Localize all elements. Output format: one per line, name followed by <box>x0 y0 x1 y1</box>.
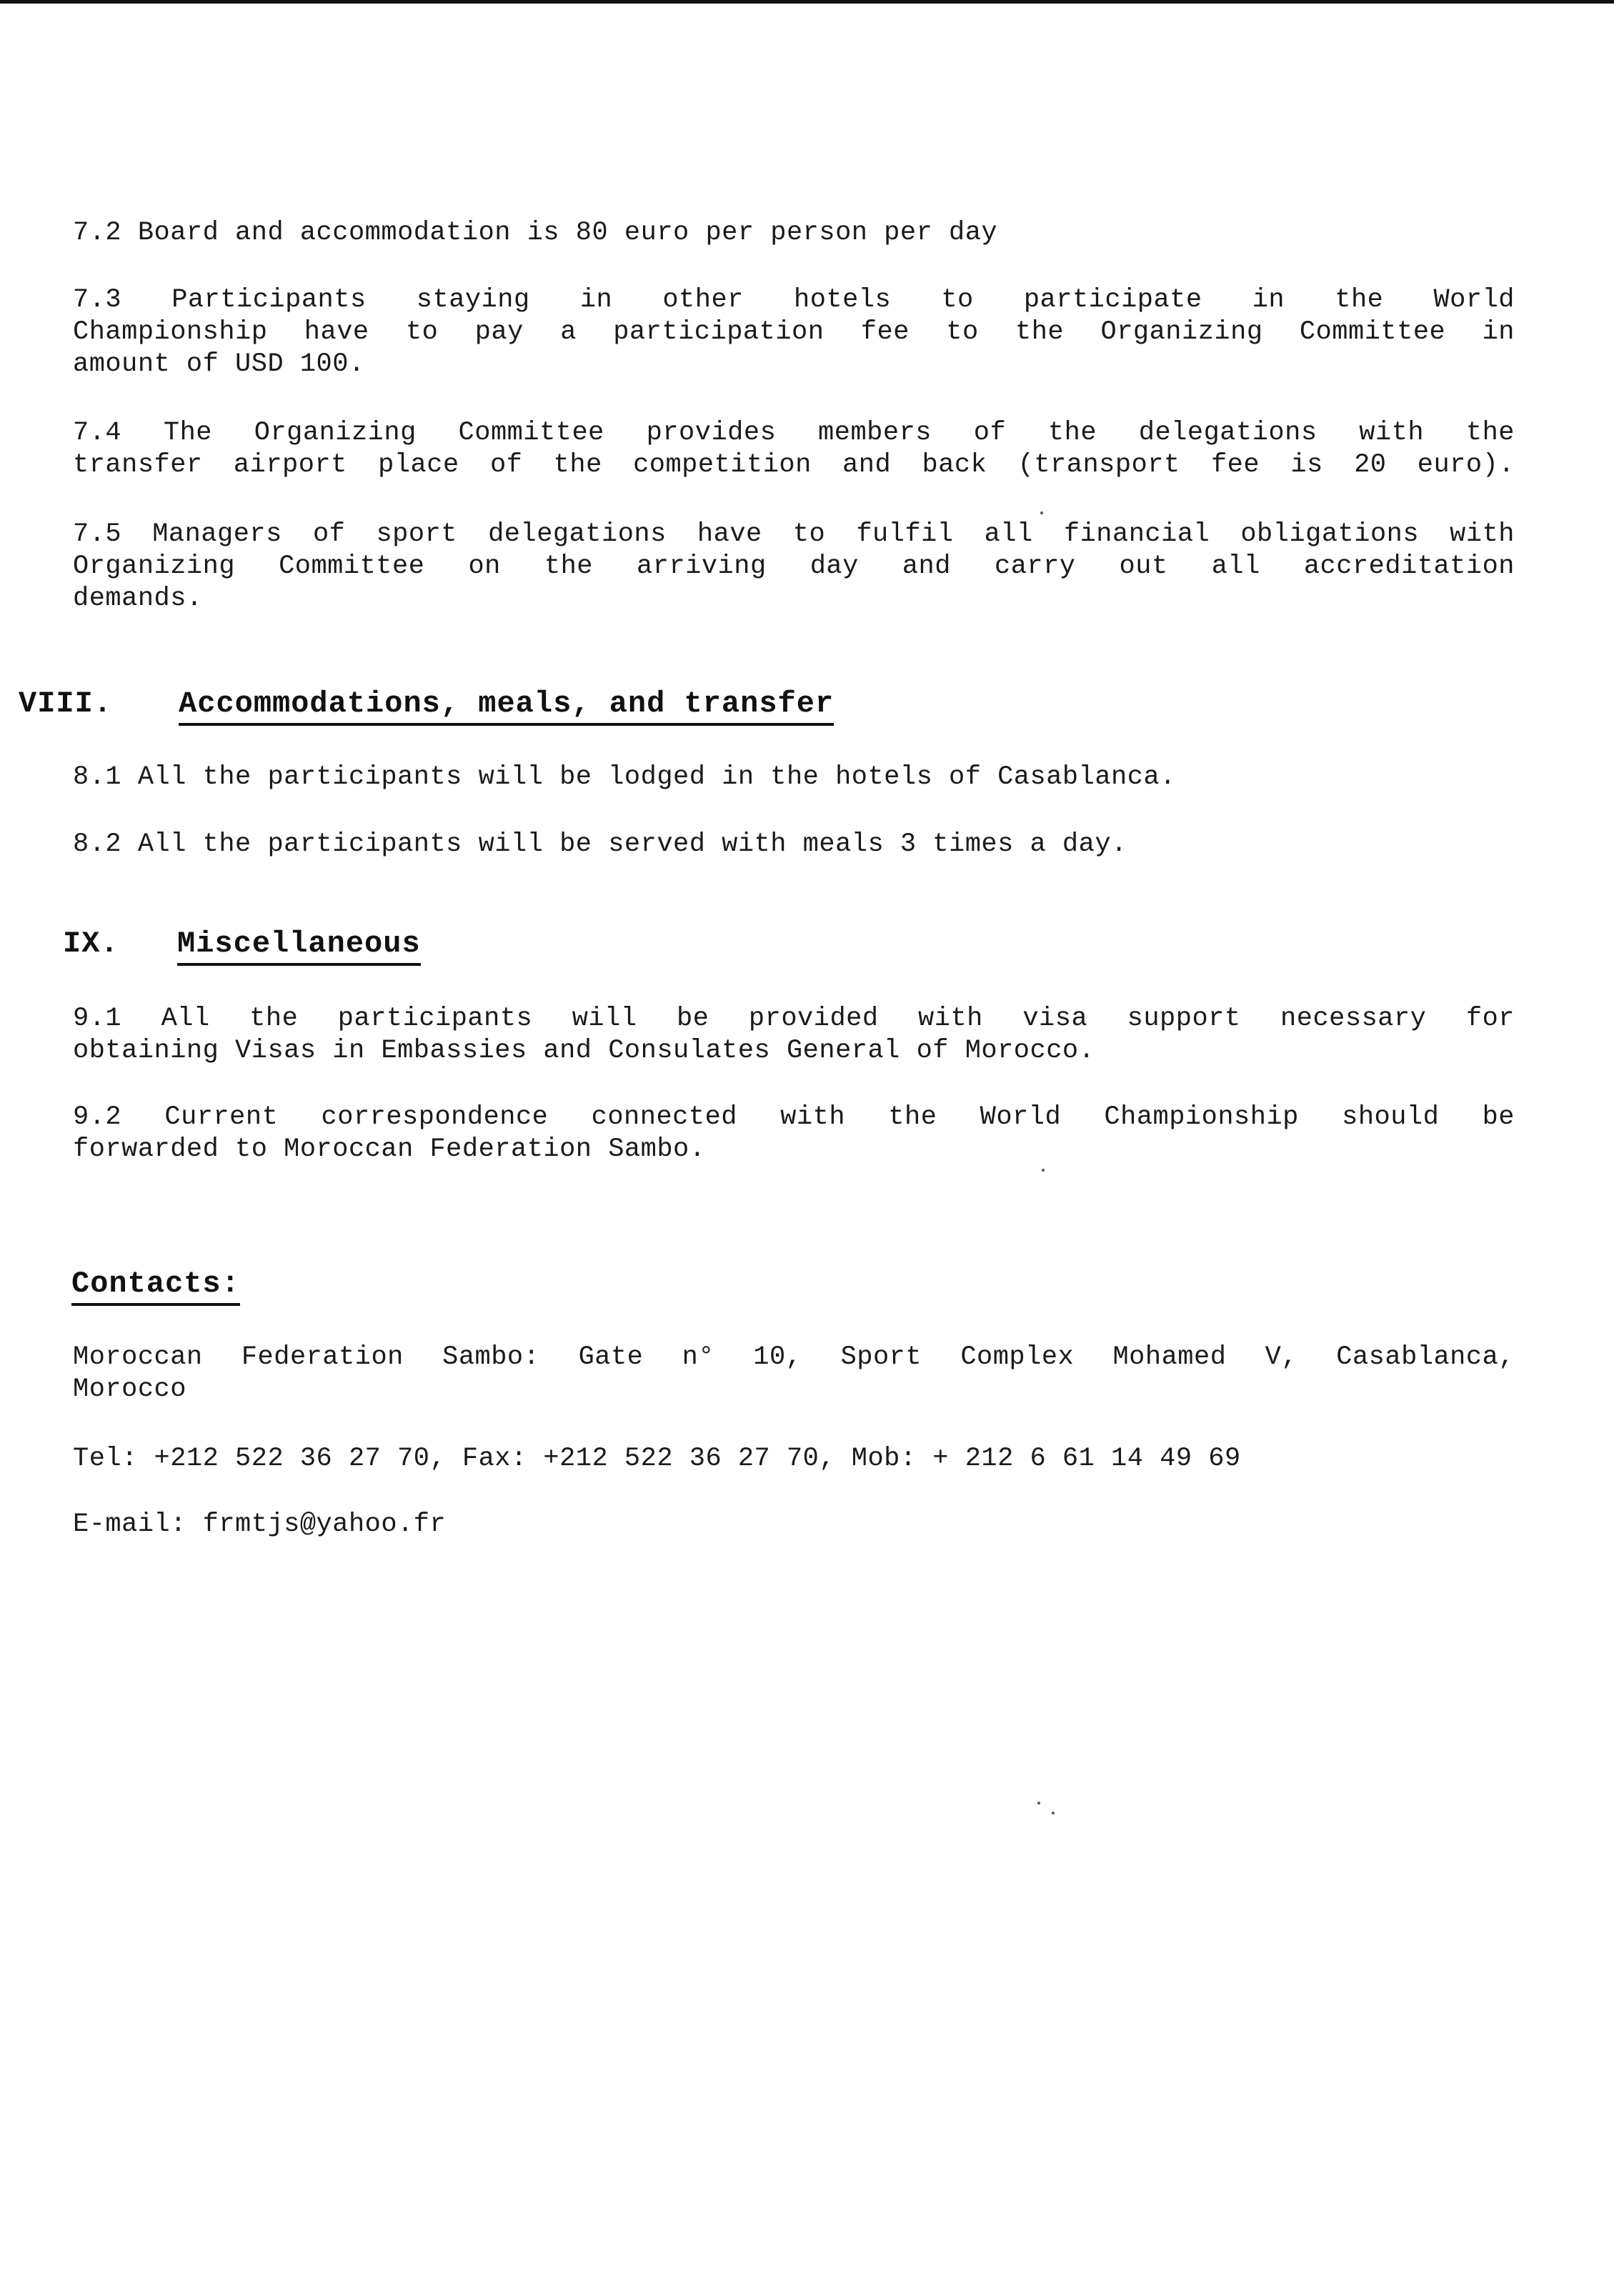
paragraph-line: Tel: +212 522 36 27 70, Fax: +212 522 36 27 70, Mob: + 212 6 61 14 49 69 <box>73 1444 1241 1474</box>
paragraph-line: obtaining Visas in Embassies and Consulates General of Morocco. <box>73 1036 1095 1066</box>
contacts-heading <box>71 1266 357 1309</box>
paragraph-line: Organizing Committee on the arriving day and carry out all accreditation <box>73 551 1515 582</box>
section-title: Miscellaneous <box>177 926 421 966</box>
paragraph-7-2 <box>73 217 1515 249</box>
paragraph-line: 7.3 Participants staying in other hotels to participate in the World <box>73 285 1515 315</box>
paragraph-line: amount of USD 100. <box>73 349 365 379</box>
section-number: VIII. <box>19 687 113 721</box>
paragraph-line: forwarded to Moroccan Federation Sambo. <box>73 1134 706 1164</box>
contacts-title: Contacts: <box>71 1266 240 1306</box>
paragraph-7-5 <box>73 519 1515 615</box>
paragraph-8-2 <box>73 829 1515 861</box>
section-title: Accommodations, meals, and transfer <box>179 686 834 726</box>
paragraph-line: demands. <box>73 584 203 614</box>
paragraph-line: transfer airport place of the competition and back (transport fee is 20 euro). <box>73 450 1515 480</box>
contacts-address <box>73 1342 1515 1406</box>
section-heading-viii <box>19 686 962 729</box>
paragraph-line: Moroccan Federation Sambo: Gate n° 10, Sport Complex Mohamed V, Casablanca, <box>73 1342 1515 1372</box>
paragraph-9-2 <box>73 1102 1515 1166</box>
paragraph-line: Morocco <box>73 1374 186 1404</box>
scan-speck <box>1037 1802 1040 1805</box>
paragraph-line: 9.2 Current correspondence connected with the World Championship should be <box>73 1102 1515 1132</box>
paragraph-line: 8.2 All the participants will be served with meals 3 times a day. <box>73 829 1127 859</box>
email-text: E-mail: frmtjs@yahoo.fr <box>73 1509 447 1539</box>
contacts-email <box>73 1509 1515 1541</box>
paragraph-line: 7.2 Board and accommodation is 80 euro per person per day <box>73 218 998 248</box>
scan-speck <box>1052 1812 1055 1815</box>
paragraph-line: 7.5 Managers of sport delegations have to fulfil all financial obligations with <box>73 519 1515 549</box>
paragraph-7-4 <box>73 417 1515 481</box>
paragraph-line: 8.1 All the participants will be lodged in the hotels of Casablanca. <box>73 762 1176 792</box>
scan-speck <box>1040 511 1043 514</box>
contacts-phones <box>73 1443 1515 1475</box>
paragraph-line: Championship have to pay a participation fee to the Organizing Committee in <box>73 317 1515 347</box>
paragraph-line: 9.1 All the participants will be provided with visa support necessary for <box>73 1004 1515 1034</box>
section-number: IX. <box>63 927 119 961</box>
section-heading-ix <box>63 926 563 969</box>
scan-speck <box>1042 1169 1045 1172</box>
paragraph-9-1 <box>73 1003 1515 1067</box>
paragraph-8-1 <box>73 762 1515 794</box>
paragraph-line: 7.4 The Organizing Committee provides members of the delegations with the <box>73 418 1515 448</box>
paragraph-7-3 <box>73 284 1515 381</box>
